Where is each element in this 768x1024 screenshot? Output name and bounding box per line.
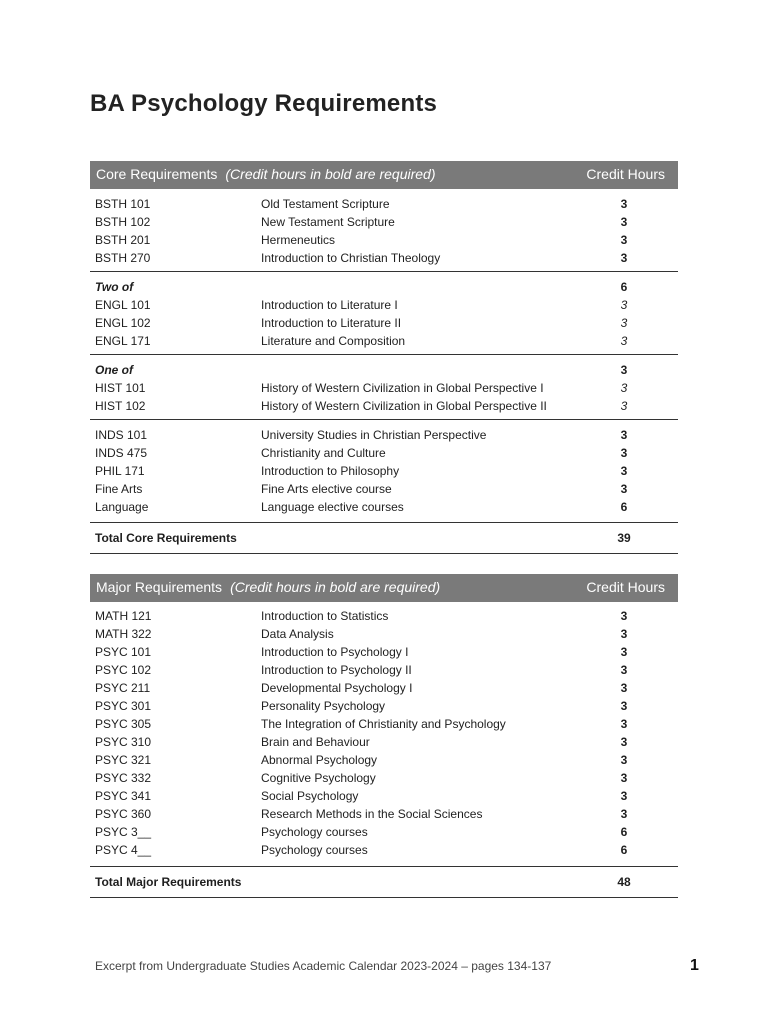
major-total-value: 48 (617, 875, 631, 889)
course-code: INDS 101 (95, 428, 148, 442)
course-code: PSYC 305 (95, 717, 152, 731)
course-credit: 3 (620, 381, 628, 395)
course-code: PSYC 3__ (95, 825, 152, 839)
course-credit: 3 (620, 197, 628, 211)
course-code: Language (95, 500, 149, 514)
table-row (90, 462, 678, 480)
course-name: Introduction to Literature I (261, 298, 398, 312)
course-credit: 3 (620, 399, 628, 413)
course-credit: 3 (620, 609, 628, 623)
course-name: Data Analysis (261, 627, 334, 641)
table-row (90, 679, 678, 697)
course-code: PSYC 360 (95, 807, 152, 821)
table-row (90, 733, 678, 751)
course-code: HIST 102 (95, 399, 146, 413)
course-credit: 3 (620, 645, 628, 659)
course-name: The Integration of Christianity and Psychology (261, 717, 506, 731)
course-name: Christianity and Culture (261, 446, 386, 460)
core-group-required (90, 189, 678, 272)
core-requirements-table (90, 161, 678, 554)
course-code: PSYC 321 (95, 753, 152, 767)
table-row (90, 249, 678, 267)
course-credit: 3 (620, 215, 628, 229)
major-courses (90, 602, 678, 867)
table-row (90, 444, 678, 462)
course-code: PSYC 101 (95, 645, 152, 659)
core-header-note: (Credit hours in bold are required) (225, 166, 436, 182)
group-heading: Two of (95, 280, 134, 294)
course-credit: 3 (620, 681, 628, 695)
course-credit: 3 (620, 298, 628, 312)
course-code: PSYC 310 (95, 735, 152, 749)
course-credit: 3 (620, 789, 628, 803)
course-name: Introduction to Philosophy (261, 464, 400, 478)
footer-text: Excerpt from Undergraduate Studies Academic Calendar 2023-2024 – pages 134-137 (95, 959, 552, 973)
major-header (90, 574, 678, 602)
major-requirements-table (90, 574, 678, 898)
course-name: History of Western Civilization in Global Perspective I (261, 381, 544, 395)
table-row (90, 661, 678, 679)
table-row (90, 213, 678, 231)
course-code: PSYC 211 (95, 681, 151, 695)
core-total-row (90, 523, 678, 554)
major-header-note: (Credit hours in bold are required) (230, 579, 441, 595)
course-name: Cognitive Psychology (261, 771, 376, 785)
core-header-title: Core Requirements (96, 166, 218, 182)
major-total-label: Total Major Requirements (95, 875, 242, 889)
course-code: MATH 322 (95, 627, 152, 641)
course-code: BSTH 201 (95, 233, 151, 247)
group-heading-credit: 6 (620, 280, 628, 294)
table-row (90, 314, 678, 332)
table-row (90, 823, 678, 841)
table-row (90, 426, 678, 444)
table-row (90, 805, 678, 823)
course-name: Introduction to Christian Theology (261, 251, 441, 265)
table-row (90, 787, 678, 805)
course-code: BSTH 270 (95, 251, 151, 265)
course-code: BSTH 102 (95, 215, 151, 229)
course-credit: 3 (620, 735, 628, 749)
table-row (90, 296, 678, 314)
course-name: Introduction to Statistics (261, 609, 389, 623)
core-total-value: 39 (617, 531, 631, 545)
course-credit: 6 (620, 825, 628, 839)
course-name: Abnormal Psychology (261, 753, 378, 767)
course-credit: 3 (620, 663, 628, 677)
page-title: BA Psychology Requirements (90, 90, 438, 117)
table-row (90, 697, 678, 715)
table-row (90, 480, 678, 498)
course-name: Psychology courses (261, 843, 368, 857)
core-header-credit: Credit Hours (586, 166, 665, 182)
course-name: Introduction to Psychology I (261, 645, 409, 659)
course-code: HIST 101 (95, 381, 146, 395)
core-group-two-of (90, 272, 678, 355)
course-code: INDS 475 (95, 446, 148, 460)
core-header (90, 161, 678, 189)
page-number: 1 (690, 957, 699, 974)
course-code: PSYC 332 (95, 771, 152, 785)
table-row (90, 397, 678, 415)
course-code: ENGL 171 (95, 334, 151, 348)
table-row (90, 195, 678, 213)
course-credit: 3 (620, 807, 628, 821)
group-heading: One of (95, 363, 133, 377)
table-row (90, 625, 678, 643)
table-row (90, 751, 678, 769)
major-header-title: Major Requirements (96, 579, 223, 595)
course-credit: 3 (620, 771, 628, 785)
course-code: Fine Arts (95, 482, 143, 496)
course-name: Personality Psychology (261, 699, 386, 713)
course-code: PSYC 341 (95, 789, 152, 803)
table-row (90, 231, 678, 249)
course-name: Research Methods in the Social Sciences (261, 807, 483, 821)
course-name: New Testament Scripture (261, 215, 395, 229)
table-row (90, 332, 678, 350)
course-name: Introduction to Psychology II (261, 663, 412, 677)
course-code: PSYC 102 (95, 663, 152, 677)
core-group-one-of (90, 355, 678, 420)
course-credit: 6 (620, 500, 628, 514)
course-code: ENGL 101 (95, 298, 151, 312)
course-name: Hermeneutics (261, 233, 336, 247)
course-code: BSTH 101 (95, 197, 151, 211)
course-name: Brain and Behaviour (261, 735, 370, 749)
course-code: PSYC 4__ (95, 843, 152, 857)
table-row (90, 769, 678, 787)
course-name: Psychology courses (261, 825, 368, 839)
course-credit: 3 (620, 753, 628, 767)
course-name: Old Testament Scripture (261, 197, 390, 211)
course-name: University Studies in Christian Perspective (261, 428, 487, 442)
course-credit: 3 (620, 464, 628, 478)
table-row (90, 841, 678, 859)
course-name: Developmental Psychology I (261, 681, 413, 695)
course-credit: 3 (620, 627, 628, 641)
major-total-row (90, 867, 678, 898)
course-credit: 3 (620, 428, 628, 442)
group-heading-row (90, 278, 678, 296)
course-credit: 6 (620, 843, 628, 857)
course-credit: 3 (620, 233, 628, 247)
course-name: Literature and Composition (261, 334, 406, 348)
course-credit: 3 (620, 699, 628, 713)
course-credit: 3 (620, 316, 628, 330)
group-heading-credit: 3 (620, 363, 628, 377)
course-name: Language elective courses (261, 500, 404, 514)
course-name: Fine Arts elective course (261, 482, 392, 496)
table-row (90, 715, 678, 733)
course-name: Introduction to Literature II (261, 316, 402, 330)
course-name: History of Western Civilization in Global Perspective II (261, 399, 547, 413)
course-credit: 3 (620, 717, 628, 731)
course-name: Social Psychology (261, 789, 359, 803)
major-header-credit: Credit Hours (586, 579, 665, 595)
table-row (90, 498, 678, 516)
core-group-other (90, 420, 678, 523)
course-code: MATH 121 (95, 609, 152, 623)
course-code: PHIL 171 (95, 464, 145, 478)
course-code: PSYC 301 (95, 699, 152, 713)
course-code: ENGL 102 (95, 316, 151, 330)
table-row (90, 643, 678, 661)
course-credit: 3 (620, 334, 628, 348)
course-credit: 3 (620, 482, 628, 496)
course-credit: 3 (620, 251, 628, 265)
table-row (90, 607, 678, 625)
course-credit: 3 (620, 446, 628, 460)
group-heading-row (90, 361, 678, 379)
core-total-label: Total Core Requirements (95, 531, 237, 545)
table-row (90, 379, 678, 397)
